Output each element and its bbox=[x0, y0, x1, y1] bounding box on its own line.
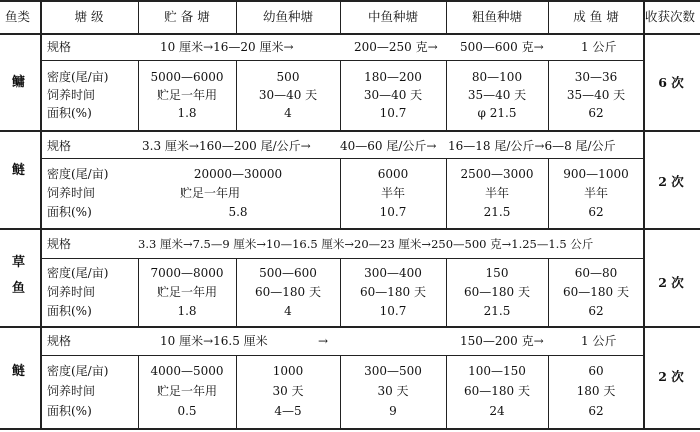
spec-value: 200—250 克→ bbox=[354, 40, 438, 54]
spec-value: 150—200 克→ bbox=[460, 334, 544, 348]
spec-value: 40—60 尾/公斤→ bbox=[340, 139, 437, 153]
vline-fish bbox=[40, 0, 42, 430]
fish-name: 鳙 bbox=[12, 75, 26, 90]
spec-label: 规格 bbox=[47, 40, 72, 54]
header-adult: 成 鱼 塘 bbox=[573, 9, 619, 24]
vline-b4-5 bbox=[548, 356, 549, 429]
cell: 24 bbox=[489, 404, 505, 418]
cell: 60—180 天 bbox=[360, 285, 426, 299]
area-label: 面积(%) bbox=[47, 404, 92, 418]
cell: φ 21.5 bbox=[477, 106, 517, 120]
cell: 半年 bbox=[380, 186, 406, 200]
cell: 300—400 bbox=[364, 266, 422, 280]
spec-label: 规格 bbox=[47, 139, 72, 153]
spec-label: 规格 bbox=[47, 237, 72, 251]
rule-row-3 bbox=[0, 326, 700, 328]
header-stage: 塘 级 bbox=[74, 9, 104, 24]
cell: 21.5 bbox=[483, 304, 511, 318]
cell: 900—1000 bbox=[563, 167, 629, 181]
cell: 30—40 天 bbox=[258, 88, 318, 102]
area-label: 面积(%) bbox=[47, 304, 92, 318]
vline-b4-3 bbox=[340, 356, 341, 429]
cell: 半年 bbox=[484, 186, 510, 200]
cell: 30 天 bbox=[377, 384, 409, 398]
vline-b1-5 bbox=[548, 61, 549, 131]
cell: 60 bbox=[588, 364, 604, 378]
header-young: 幼鱼种塘 bbox=[262, 9, 314, 24]
cell: 30—40 天 bbox=[363, 88, 423, 102]
cell: 贮足一年用 bbox=[156, 285, 218, 299]
area-label: 面积(%) bbox=[47, 205, 92, 219]
cell: 30 天 bbox=[272, 384, 304, 398]
cell: 半年 bbox=[583, 186, 609, 200]
cell: 2500—3000 bbox=[460, 167, 534, 181]
cell: 10.7 bbox=[379, 106, 407, 120]
cell: 4000—5000 bbox=[150, 364, 224, 378]
vline-b1-1 bbox=[138, 61, 139, 131]
header-fish: 鱼类 bbox=[5, 9, 31, 24]
density-label: 密度(尾/亩) bbox=[47, 266, 109, 280]
density-label: 密度(尾/亩) bbox=[47, 364, 109, 378]
spec-value: 10 厘米→16.5 厘米 bbox=[160, 334, 268, 348]
vline-b2-2 bbox=[446, 159, 447, 229]
time-label: 饲养时间 bbox=[47, 186, 96, 200]
cell: 62 bbox=[588, 205, 604, 219]
cell: 30—36 bbox=[574, 70, 618, 84]
harvest-count: 2 次 bbox=[658, 369, 684, 384]
vline-b1-4 bbox=[446, 61, 447, 131]
cell: 5.8 bbox=[228, 205, 248, 219]
fish-name: 鲢 bbox=[12, 364, 26, 379]
cell: 500—600 bbox=[259, 266, 317, 280]
time-label: 饲养时间 bbox=[47, 384, 96, 398]
cell: 10.7 bbox=[379, 304, 407, 318]
time-label: 饲养时间 bbox=[47, 88, 96, 102]
harvest-count: 6 次 bbox=[658, 75, 684, 90]
spec-value: 1 公斤 bbox=[581, 334, 617, 348]
vline-b3-1 bbox=[138, 259, 139, 327]
vline-b1-2 bbox=[236, 61, 237, 131]
cell: 500 bbox=[276, 70, 300, 84]
vline-h2 bbox=[236, 0, 237, 34]
vline-h1 bbox=[138, 0, 139, 34]
spec-value: 16—18 尾/公斤→6—8 尾/公斤 bbox=[448, 139, 616, 153]
vline-b3-3 bbox=[340, 259, 341, 327]
vline-b4-2 bbox=[236, 356, 237, 429]
rule-bottom bbox=[0, 428, 700, 430]
cell: 180 天 bbox=[576, 384, 616, 398]
cell: 10.7 bbox=[379, 205, 407, 219]
vline-b3-2 bbox=[236, 259, 237, 327]
cell: 20000—30000 bbox=[193, 167, 283, 181]
harvest-count: 2 次 bbox=[658, 275, 684, 290]
cell: 贮足一年用 bbox=[156, 384, 218, 398]
cell: 62 bbox=[588, 304, 604, 318]
cell: 60—180 天 bbox=[464, 384, 530, 398]
cell: 60—180 天 bbox=[563, 285, 629, 299]
spec-value: 3.3 厘米→160—200 尾/公斤→ bbox=[142, 139, 311, 153]
cell: 1.8 bbox=[177, 106, 197, 120]
cell: 贮足一年用 bbox=[156, 88, 218, 102]
vline-b3-5 bbox=[548, 259, 549, 327]
harvest-count: 2 次 bbox=[658, 174, 684, 189]
rule-spec-3 bbox=[40, 258, 644, 259]
cell: 60—80 bbox=[574, 266, 618, 280]
cell: 60—180 天 bbox=[255, 285, 321, 299]
vline-b1-3 bbox=[340, 61, 341, 131]
cell: 1000 bbox=[272, 364, 304, 378]
time-label: 饲养时间 bbox=[47, 285, 96, 299]
vline-b2-1 bbox=[340, 159, 341, 229]
cell: 62 bbox=[588, 106, 604, 120]
area-label: 面积(%) bbox=[47, 106, 92, 120]
fish-name: 草 bbox=[12, 255, 26, 270]
cell: 62 bbox=[588, 404, 604, 418]
cell: 35—40 天 bbox=[566, 88, 626, 102]
cell: 180—200 bbox=[364, 70, 422, 84]
cell: 150 bbox=[485, 266, 509, 280]
header-harvest: 收获次数 bbox=[645, 9, 696, 24]
cell: 7000—8000 bbox=[150, 266, 224, 280]
spec-value: 3.3 厘米→7.5—9 厘米→10—16.5 厘米→20—23 厘米→250—500 克→1.25—1.5 公斤 bbox=[138, 237, 594, 251]
rule-header bbox=[0, 33, 700, 35]
vline-h4 bbox=[446, 0, 447, 34]
rule-spec-1 bbox=[40, 60, 644, 61]
rule-spec-4 bbox=[40, 355, 644, 356]
spec-arrow: → bbox=[318, 334, 329, 348]
cell: 300—500 bbox=[364, 364, 422, 378]
cell: 4—5 bbox=[274, 404, 302, 418]
spec-value: 10 厘米→16—20 厘米→ bbox=[160, 40, 294, 54]
vline-b2-3 bbox=[548, 159, 549, 229]
fish-name: 鱼 bbox=[12, 281, 26, 296]
cell: 35—40 天 bbox=[467, 88, 527, 102]
cell: 1.8 bbox=[177, 304, 197, 318]
vline-h5 bbox=[548, 0, 549, 34]
cell: 4 bbox=[284, 304, 292, 318]
density-label: 密度(尾/亩) bbox=[47, 70, 109, 84]
rule-row-1 bbox=[0, 130, 700, 132]
cell: 60—180 天 bbox=[464, 285, 530, 299]
cell: 5000—6000 bbox=[150, 70, 224, 84]
fish-name: 鲢 bbox=[12, 163, 26, 178]
header-store: 贮 备 塘 bbox=[164, 9, 210, 24]
header-mid: 中鱼种塘 bbox=[367, 9, 419, 24]
vline-b3-4 bbox=[446, 259, 447, 327]
spec-value: 1 公斤 bbox=[581, 40, 617, 54]
cell: 80—100 bbox=[471, 70, 523, 84]
rule-top bbox=[0, 0, 700, 2]
spec-value: 500—600 克→ bbox=[460, 40, 544, 54]
spec-label: 规格 bbox=[47, 334, 72, 348]
density-label: 密度(尾/亩) bbox=[47, 167, 109, 181]
vline-b4-4 bbox=[446, 356, 447, 429]
cell: 9 bbox=[389, 404, 397, 418]
cell: 6000 bbox=[377, 167, 409, 181]
rule-row-2 bbox=[0, 228, 700, 230]
cell: 100—150 bbox=[468, 364, 526, 378]
cell: 4 bbox=[284, 106, 292, 120]
vline-harvest bbox=[643, 0, 645, 430]
rule-spec-2 bbox=[40, 158, 644, 159]
header-big: 粗鱼种塘 bbox=[471, 9, 523, 24]
vline-b4-1 bbox=[138, 356, 139, 429]
cell: 21.5 bbox=[483, 205, 511, 219]
cell: 0.5 bbox=[177, 404, 197, 418]
vline-h3 bbox=[340, 0, 341, 34]
cell: 贮足一年用 bbox=[179, 186, 241, 200]
